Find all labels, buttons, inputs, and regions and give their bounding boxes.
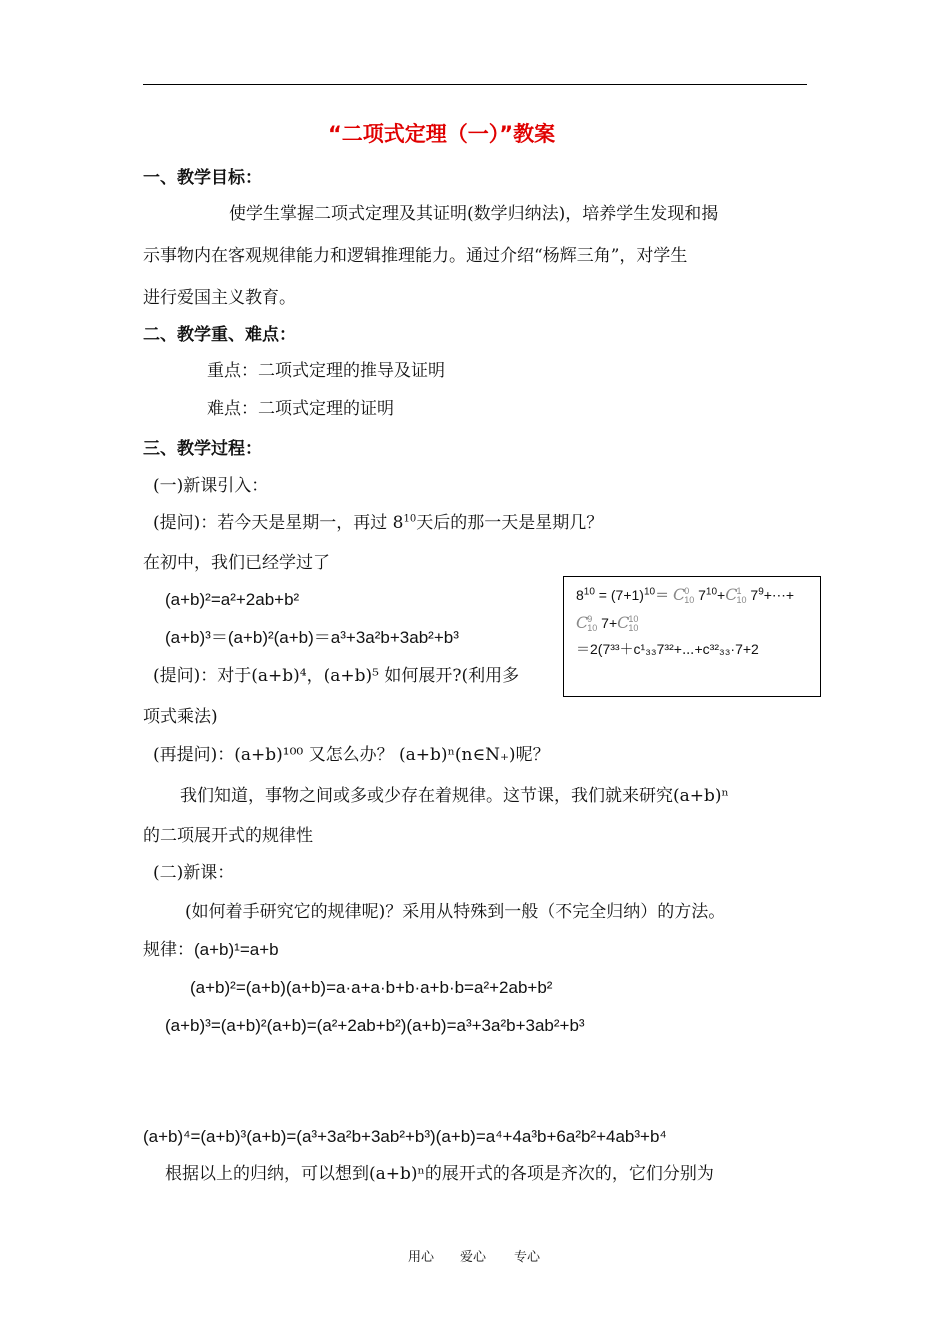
question-3: (再提问)：(a+b)¹⁰⁰ 又怎么办？ (a+b)ⁿ(n∈N₊)呢？: [153, 745, 550, 765]
header-rule: [143, 84, 807, 85]
law-equation-2: (a+b)²=(a+b)(a+b)=a·a+a·b+b·a+b·b=a²+2ab+b²: [190, 978, 553, 997]
equation-cube: (a+b)³＝(a+b)²(a+b)＝a³+3a²b+3ab²+b³: [165, 628, 459, 647]
question-1-exponent: 10: [403, 513, 417, 525]
objectives-text-line-2: 示事物内在客观规律能力和逻辑推理能力。通过介绍“杨辉三角”，对学生: [143, 246, 688, 266]
binomial-indices: 0 10: [684, 586, 695, 606]
law-equation-4: (a+b)⁴=(a+b)³(a+b)=(a³+3a²b+3ab²+b³)(a+b)=a⁴+4a³b+6a²b²+4ab³+b⁴: [143, 1127, 667, 1146]
question-1-text-a: (提问)：若今天是星期一，再过 8: [153, 513, 404, 533]
conclusion-text: 根据以上的归纳，可以想到(a+b)ⁿ的展开式的各项是齐次的，它们分别为: [165, 1164, 714, 1184]
question-1: [153, 513, 603, 533]
section-heading-objectives: 一、教学目标：: [143, 168, 262, 188]
footer-word-3: 专心: [514, 1250, 541, 1265]
binomial-indices: 1 10: [736, 586, 747, 606]
middle-school-text: 在初中，我们已经学过了: [143, 553, 330, 573]
subsection-new-lesson: (二)新课：: [153, 863, 235, 883]
binomial-c-symbol: C: [576, 613, 589, 632]
hard-point-text: 难点：二项式定理的证明: [207, 399, 394, 419]
key-point-text: 重点：二项式定理的推导及证明: [207, 361, 445, 381]
method-text: (如何着手研究它的规律呢)？采用从特殊到一般（不完全归纳）的方法。: [185, 902, 726, 922]
equation-square: (a+b)²=a²+2ab+b²: [165, 590, 300, 609]
question-2-line-1: (提问)：对于(a+b)⁴，(a+b)⁵ 如何展开?(利用多: [153, 666, 520, 686]
binomial-c-symbol: C: [672, 585, 686, 604]
law-equation-1: 规律：(a+b)¹=a+b: [143, 940, 279, 959]
page-title: “二项式定理（一）”教案: [328, 122, 556, 146]
question-2-line-2: 项式乘法): [143, 707, 218, 727]
binomial-indices: 10 10: [628, 614, 639, 634]
binomial-indices: 9 10: [587, 614, 598, 634]
section-heading-process: 三、教学过程：: [143, 439, 262, 459]
binomial-c-symbol: C: [725, 585, 738, 604]
section-heading-key-points: 二、教学重、难点：: [143, 325, 296, 345]
box-line-2: C9 10 7+C10 10: [576, 613, 639, 634]
rule-text-line-2: 的二项展开式的规律性: [143, 826, 313, 846]
calculation-box: [563, 576, 821, 697]
box-line-1: $8^{10} = (7+1)^{10}= C0$ 10 $7^{10}+C1$ 10 $7^9+\cdots+$: [576, 585, 795, 606]
footer-word-2: 爱心: [460, 1250, 487, 1265]
subsection-intro: (一)新课引入：: [153, 476, 269, 496]
box-line-3: ＝2(7³³＋c¹₃₃7³²+⋯+c³²₃₃·7+2: [576, 641, 759, 657]
footer-word-1: 用心: [408, 1250, 435, 1265]
objectives-text-line-1: 使学生掌握二项式定理及其证明(数学归纳法)，培养学生发现和揭: [229, 204, 719, 224]
binomial-c-symbol: C: [617, 613, 630, 632]
objectives-text-line-3: 进行爱国主义教育。: [143, 288, 296, 308]
question-1-text-b: 天后的那一天是星期几？: [416, 513, 604, 533]
law-equation-3: (a+b)³=(a+b)²(a+b)=(a²+2ab+b²)(a+b)=a³+3a²b+3ab²+b³: [165, 1016, 585, 1035]
rule-text-line-1: 我们知道，事物之间或多或少存在着规律。这节课，我们就来研究(a+b)ⁿ: [180, 786, 729, 806]
